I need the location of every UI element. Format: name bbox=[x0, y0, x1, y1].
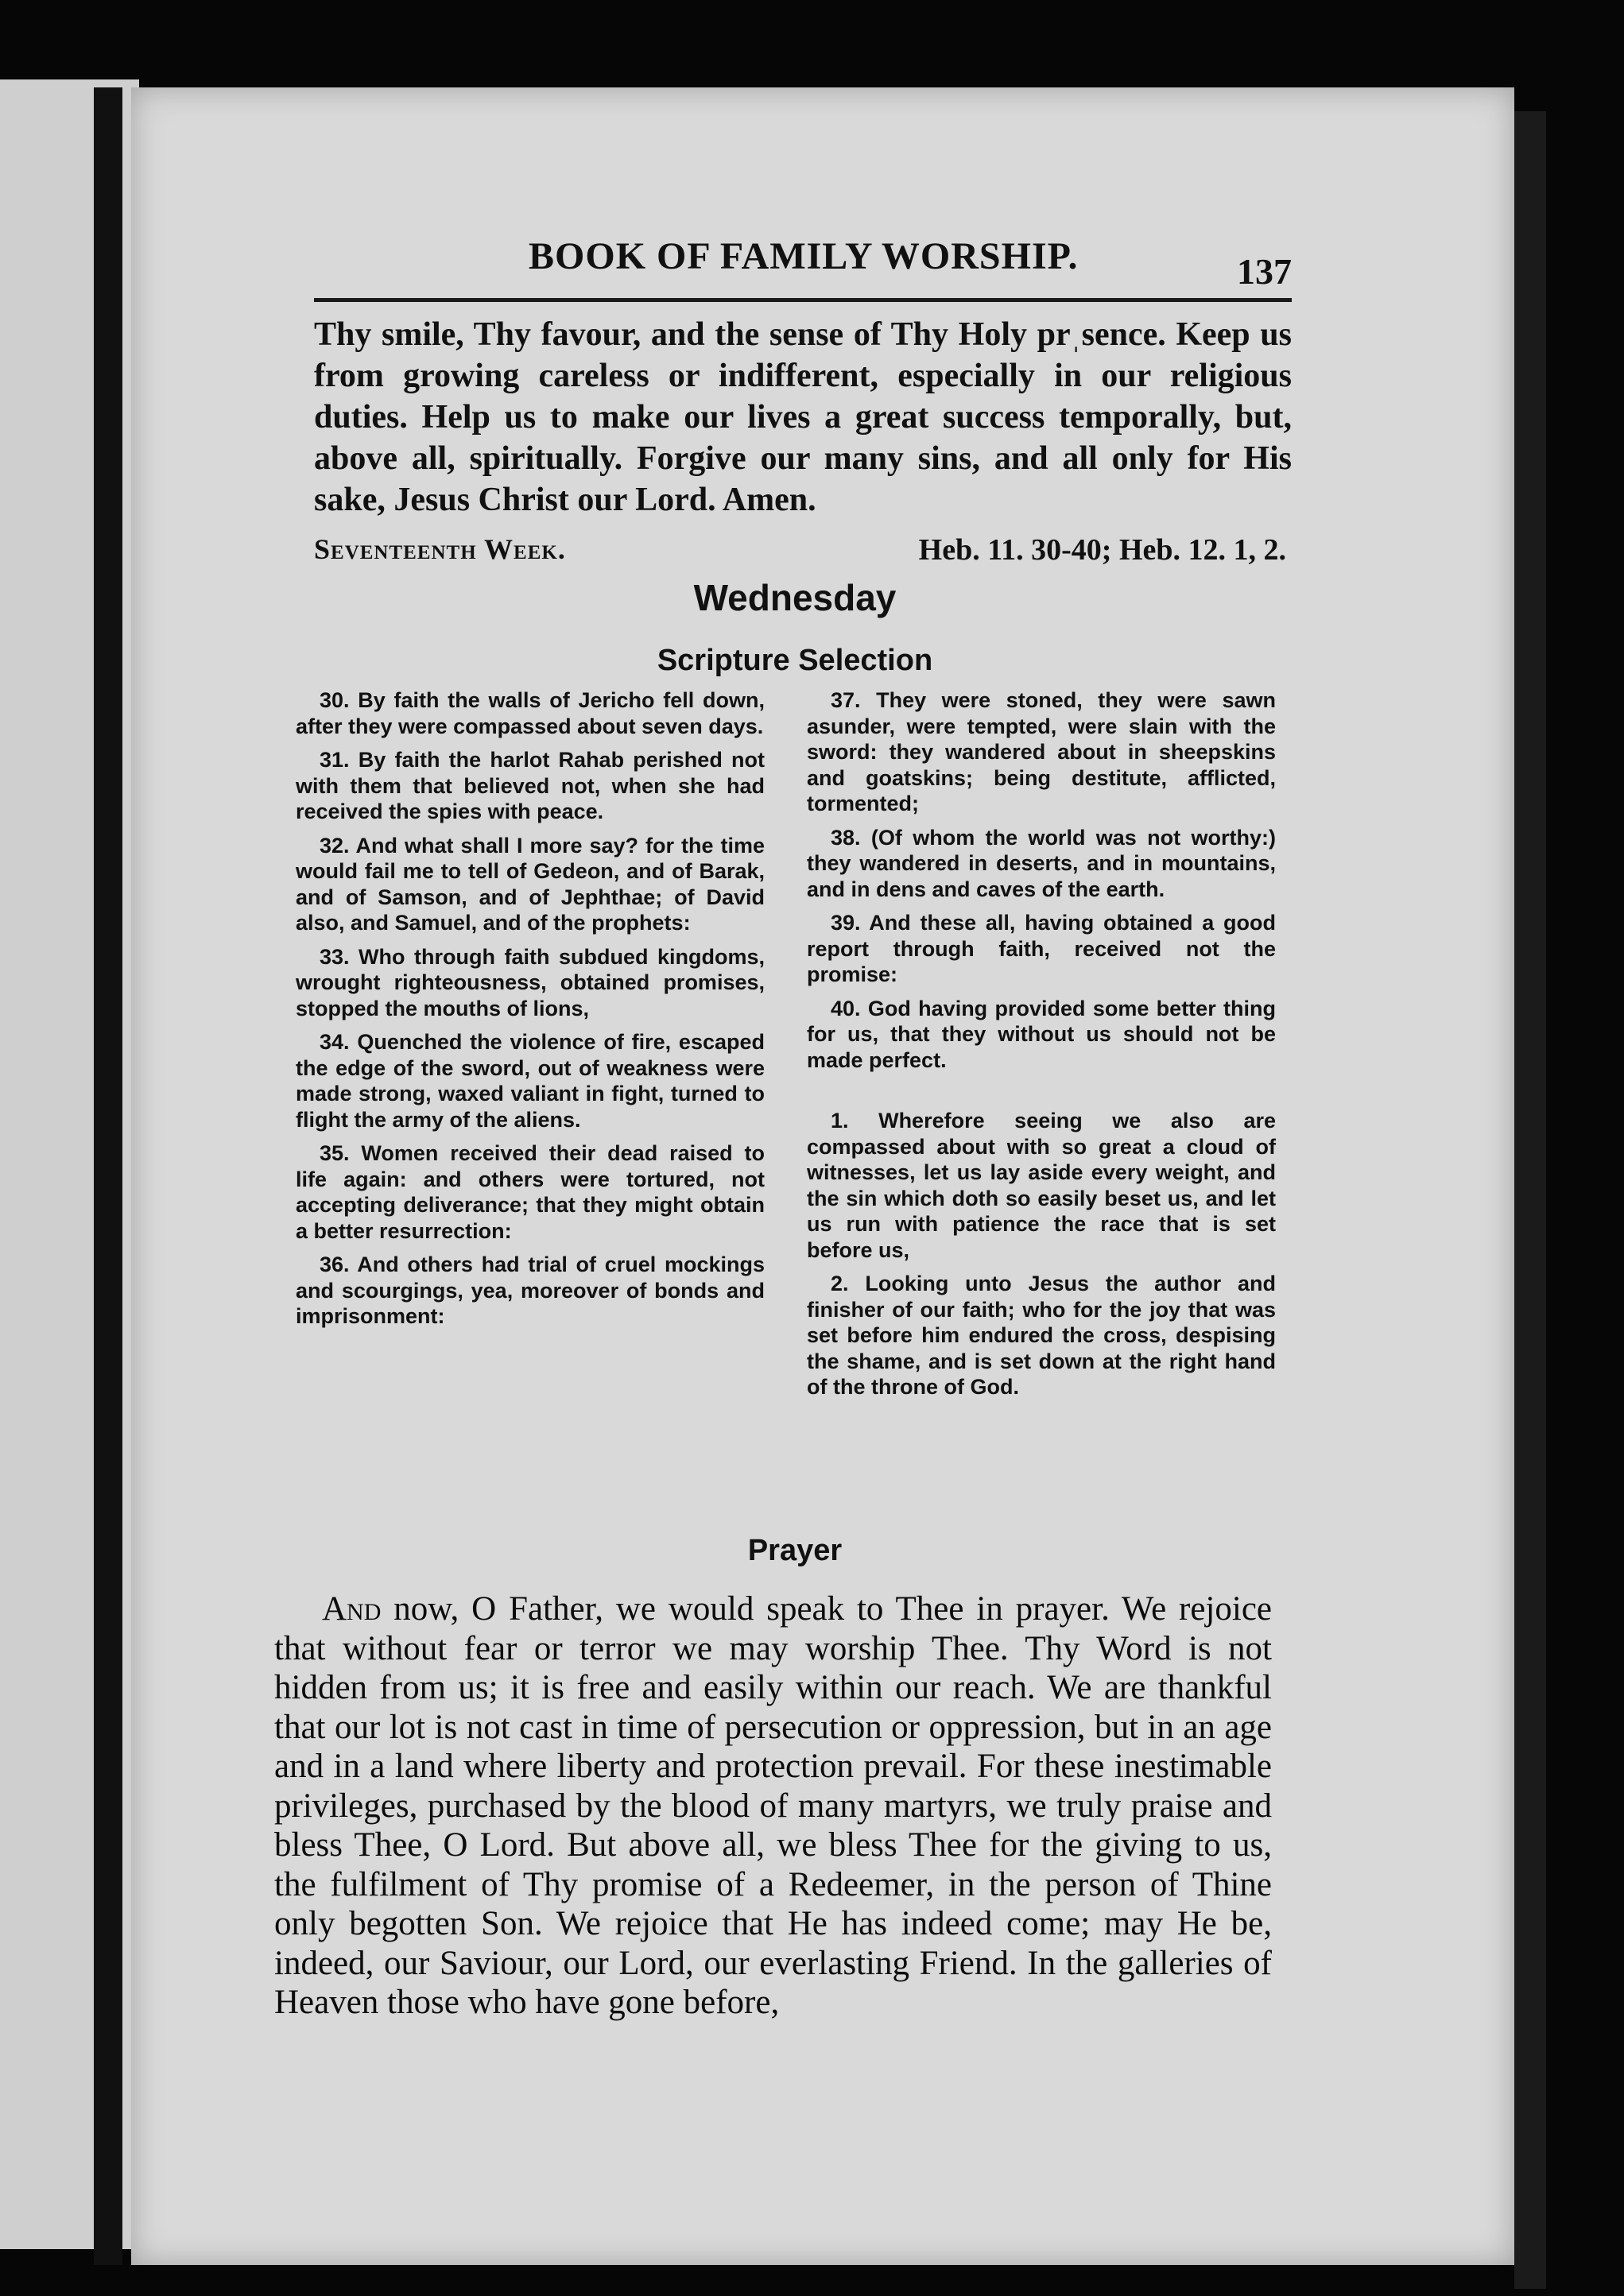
verse-12-2: 2. Looking unto Jesus the author and finisher of our faith; who for the joy that was set before him endured the cross, despising the shame, and is set down at the right hand of the throne of God. bbox=[807, 1272, 1276, 1399]
verse-33: 33. Who through faith subdued kingdoms, wrought righteousness, obtained promises, stopped the mouths of lions, bbox=[296, 944, 765, 1020]
verse-12-1: 1. Wherefore seeing we also are compassed about with so great a cloud of witnesses, let us lay aside every weight, and the sin which doth so easily beset us, and let us run with patience the race that is set before us, bbox=[807, 1109, 1276, 1262]
verse-32: 32. And what shall I more say? for the time would fail me to tell of Gedeon, and of Barak, and of Samson, and of Jephthae; of David also, and Samuel, and of the prophets: bbox=[296, 833, 765, 935]
prayer-paragraph bbox=[274, 1589, 1272, 2023]
prayer-heading: Prayer bbox=[747, 1534, 843, 1567]
scripture-right-column bbox=[807, 687, 1276, 1408]
scripture-heading: Scripture Selection bbox=[657, 644, 933, 677]
running-head-title: BOOK OF FAMILY WORSHIP. bbox=[529, 235, 1079, 277]
book-spine-shadow bbox=[94, 87, 122, 2265]
week-label: Seventeenth Week. bbox=[314, 533, 566, 565]
verse-37: 37. They were stoned, they were sawn asunder, were tempted, were slain with the sword: they wandered about in sheepskins and goatskins; being destitute, afflicted, tormented; bbox=[807, 688, 1276, 815]
intro-paragraph: Thy smile, Thy favour, and the sense of Thy Holy prˌsence. Keep us from growing careless or indifferent, especially in our religious duties. Help us to make our lives a great success temporally, but, above all, spiritually. Forgive our many sins, and all only for His sake, Jesus Christ our Lord. Amen. bbox=[314, 316, 1292, 518]
scripture-left-column bbox=[296, 687, 765, 1338]
prayer-body: now, O Father, we would speak to Thee in prayer. We rejoice that without fear or terror we may worship Thee. Thy Word is not hidden from us; it is free and easily within our reach. We are thankful that our lot is not cast in time of persecution or oppression, but in an age and in a land where liberty and protection prevail. For these inestimable privileges, purchased by the blood of many martyrs, we truly praise and bless Thee, O Lord. But above all, we bless Thee for the giving to us, the fulfilment of Thy promise of a Redeemer, in the person of Thine only begotten Son. We rejoice that He has indeed come; may He be, indeed, our Saviour, our Lord, our everlasting Friend. In the galleries of Heaven those who have gone before, bbox=[274, 1590, 1272, 2021]
verse-30: 30. By faith the walls of Jericho fell down, after they were compassed about seven days. bbox=[296, 688, 765, 738]
verse-39: 39. And these all, having obtained a good report through faith, received not the promise: bbox=[807, 911, 1276, 986]
running-head bbox=[314, 234, 1292, 302]
page-number: 137 bbox=[1237, 251, 1292, 292]
day-title: Wednesday bbox=[693, 577, 897, 618]
verse-40: 40. God having provided some better thing for us, that they without us should not be made perfect. bbox=[807, 996, 1276, 1072]
verse-38: 38. (Of whom the world was not worthy:) they wandered in deserts, and in mountains, and in dens and caves of the earth. bbox=[807, 825, 1276, 901]
verse-35: 35. Women received their dead raised to life again: and others were tortured, not accepting deliverance; that they might obtain a better resurrection: bbox=[296, 1141, 765, 1243]
verse-36: 36. And others had trial of cruel mockings and scourgings, yea, moreover of bonds and imprisonment: bbox=[296, 1253, 765, 1328]
page-edge-shadow bbox=[1514, 111, 1546, 2289]
verse-34: 34. Quenched the violence of fire, escaped the edge of the sword, out of weakness were made strong, waxed valiant in fight, turned to flight the army of the aliens. bbox=[296, 1030, 765, 1132]
prayer-opening-word: And bbox=[322, 1590, 382, 1628]
reading-reference: Heb. 11. 30-40; Heb. 12. 1, 2. bbox=[918, 533, 1286, 567]
verse-31: 31. By faith the harlot Rahab perished not with them that believed not, when she had received the spies with peace. bbox=[296, 748, 765, 823]
